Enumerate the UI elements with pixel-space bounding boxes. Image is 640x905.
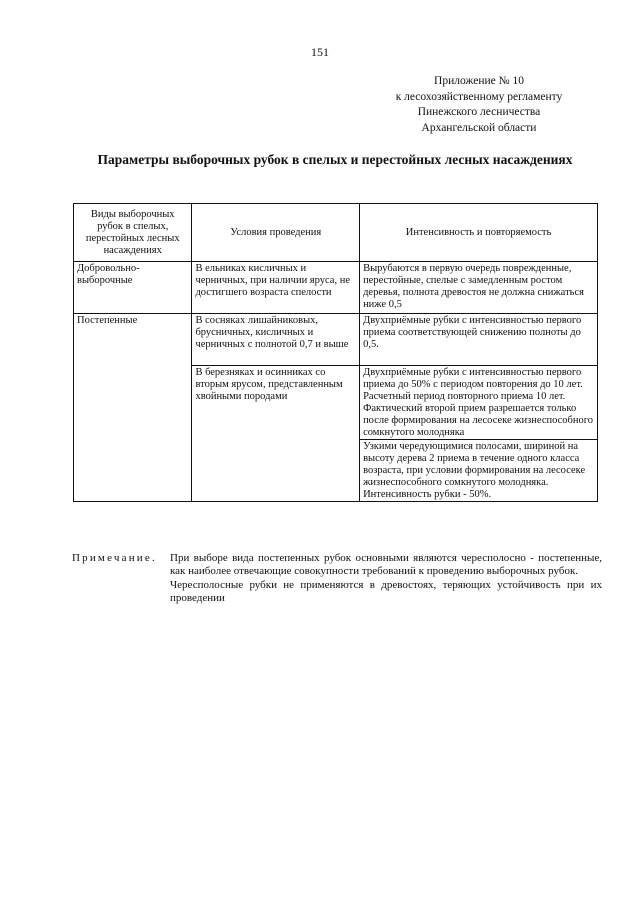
note-label: Примечание. bbox=[72, 552, 157, 564]
appendix-line: к лесохозяйственному регламенту bbox=[395, 90, 563, 103]
cell-conditions: В березняках и осинниках со вторым ярусом, представленным хвойными породами bbox=[192, 366, 360, 502]
table-row bbox=[74, 314, 598, 366]
cell-intensity: Двухприёмные рубки с интенсивностью первого приема соответствующей снижению полноты до 0,5. bbox=[360, 314, 598, 366]
header-cell-type: Виды выборочных рубок в спелых, перестойных лесных насаждениях bbox=[74, 204, 192, 262]
appendix-line: Архангельской области bbox=[421, 121, 537, 134]
header-cell-intensity: Интенсивность и повторяемость bbox=[360, 204, 598, 262]
table-header-row bbox=[74, 204, 598, 262]
cell-text: Двухприёмные рубки с интенсивностью первого приема до 50% с периодом повторения до 10 лет. Расчетный период повторного приема 10 лет. bbox=[363, 367, 583, 402]
cell-intensity: Вырубаются в первую очередь поврежденные, перестойные, спелые с замедленным ростом деревья, полнота древостоя не должна снижаться ниже 0,5 bbox=[360, 262, 598, 314]
appendix-line: Приложение № 10 bbox=[434, 75, 524, 87]
cell-type: Добровольно-выборочные bbox=[74, 262, 192, 314]
document-title: Параметры выборочных рубок в спелых и перестойных лесных насаждениях bbox=[97, 152, 573, 167]
cell-intensity-part bbox=[360, 366, 597, 440]
cell-intensity-split bbox=[360, 366, 598, 502]
header-cell-conditions: Условия проведения bbox=[192, 204, 360, 262]
parameters-table bbox=[73, 203, 598, 502]
cell-text: Фактический второй прием разрешается только после формирования на лесосеке жизнеспособного сомкнутого молодняка bbox=[363, 403, 594, 438]
appendix-header bbox=[370, 74, 588, 136]
page-number: 151 bbox=[311, 45, 329, 59]
cell-type: Постепенные bbox=[74, 314, 192, 502]
note-body bbox=[170, 552, 602, 605]
table-row bbox=[74, 262, 598, 314]
cell-conditions: В сосняках лишайниковых, брусничных, кисличных и черничных с полнотой 0,7 и выше bbox=[192, 314, 360, 366]
note-paragraph: При выборе вида постепенных рубок основными являются чересполосно - постепенные, как наиболее отвечающие совокупности требований к проведению выборочных рубок. bbox=[170, 552, 602, 577]
note-paragraph: Чересполосные рубки не применяются в древостоях, теряющих устойчивость при их проведении bbox=[170, 579, 602, 604]
note-block bbox=[72, 552, 602, 606]
cell-conditions: В ельниках кисличных и черничных, при наличии яруса, не достигшего возраста спелости bbox=[192, 262, 360, 314]
cell-intensity-part: Узкими чередующимися полосами, шириной на высоту дерева 2 приема в течение одного класса возраста, при условии формирования на лесосеке жизнеспособного сомкнутого молодняка. Интенсивность рубки - 50%. bbox=[363, 441, 586, 500]
appendix-line: Пинежского лесничества bbox=[417, 106, 541, 118]
